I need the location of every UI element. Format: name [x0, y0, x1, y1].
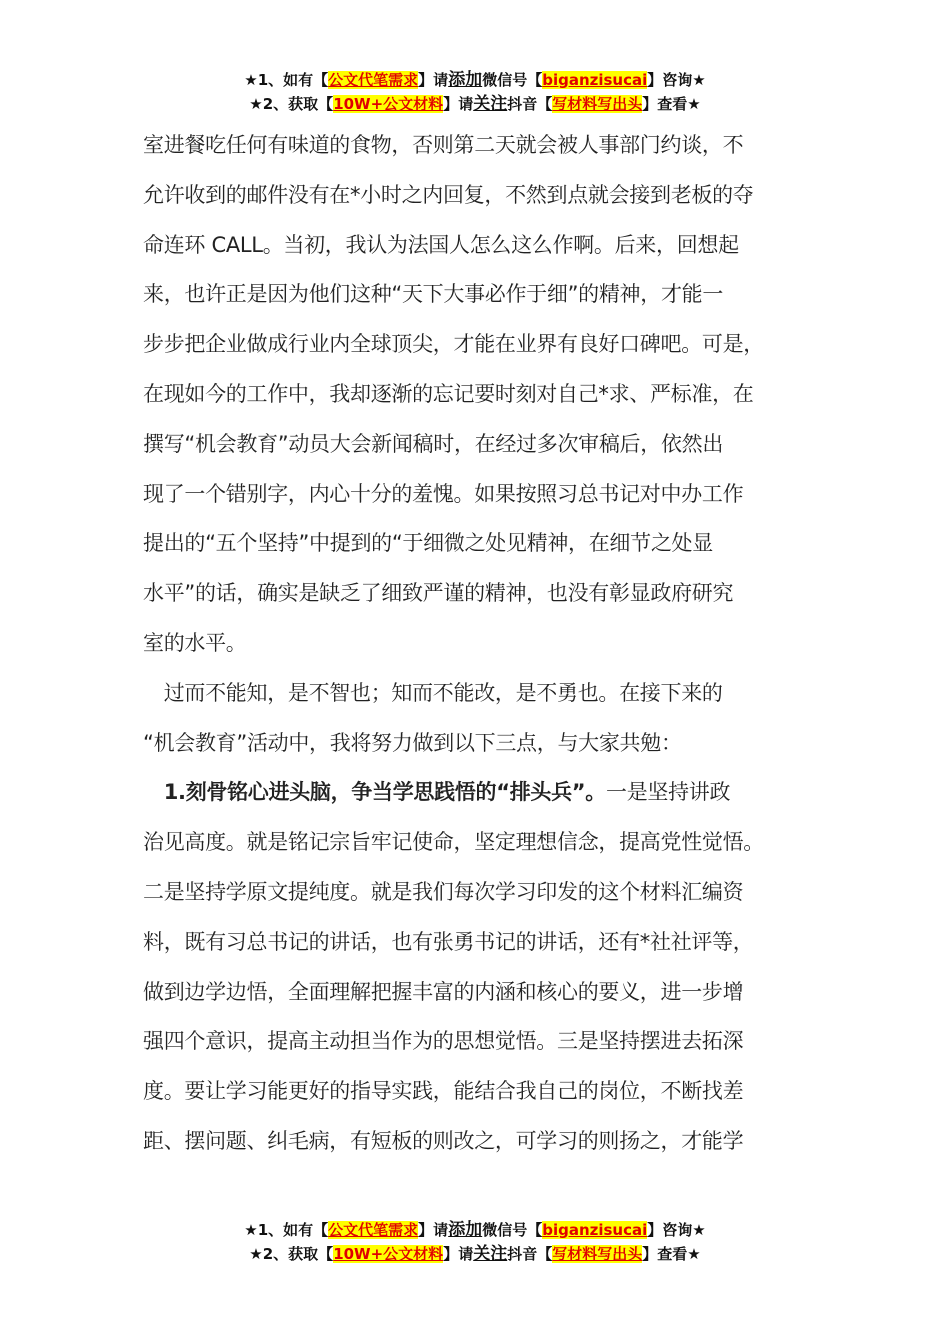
text-line: 度。要让学习能更好的指导实践，能结合我自己的岗位，不断找差	[143, 1079, 744, 1104]
text-line: 距、摆问题、纠毛病，有短板的则改之，可学习的则扬之，才能学	[143, 1128, 744, 1153]
banner-line-2	[0, 92, 950, 116]
banner-line-1	[0, 68, 950, 92]
heading-line	[143, 770, 823, 820]
underlined: 添加	[448, 1220, 483, 1240]
t: 抖音【	[507, 95, 553, 113]
highlight: 公文代笔需求	[328, 71, 419, 89]
highlight: biganzisucai	[542, 71, 648, 89]
text-line: 二是坚持学原文提纯度。就是我们每次学习印发的这个材料汇编资	[143, 879, 744, 904]
underlined: 关注	[473, 94, 508, 114]
t: 微信号【	[482, 1221, 543, 1239]
t: 】请	[418, 1221, 449, 1239]
text: 一是坚持讲政	[606, 780, 731, 805]
text-line: 料，既有习总书记的讲话，也有张勇书记的讲话，还有*社社评等，	[143, 929, 754, 954]
highlight: 10W+公文材料	[333, 1245, 444, 1263]
banner-line-1	[0, 1218, 950, 1242]
text-line: 命连环 CALL。当初，我认为法国人怎么这么作啊。后来，回想起	[143, 232, 739, 257]
footer-banner	[0, 1218, 950, 1266]
underlined: 添加	[448, 70, 483, 90]
body-text	[143, 123, 823, 1169]
text-line: 撰写“机会教育”动员大会新闻稿时，在经过多次审稿后，依然出	[143, 431, 724, 456]
text-line: 来，也许正是因为他们这种“天下大事必作于细”的精神，才能一	[143, 282, 724, 307]
header-banner	[0, 68, 950, 116]
t: ★2、获取【	[249, 95, 334, 113]
text-line: 在现如今的工作中，我却逐渐的忘记要时刻对自己*求、严标准，在	[143, 381, 754, 406]
underlined: 关注	[473, 1244, 508, 1264]
t: ★1、如有【	[244, 1221, 329, 1239]
t: ★1、如有【	[244, 71, 329, 89]
t: 】请	[443, 95, 474, 113]
t: 】请	[443, 1245, 474, 1263]
text-line: 过而不能知，是不智也；知而不能改，是不勇也。在接下来的	[143, 680, 723, 705]
text-line: 做到边学边悟，全面理解把握丰富的内涵和核心的要义，进一步增	[143, 979, 744, 1004]
t: 】查看★	[642, 1245, 701, 1263]
text-line: 水平”的话，确实是缺乏了细致严谨的精神，也没有彰显政府研究	[143, 581, 734, 606]
text-line: 现了一个错别字，内心十分的羞愧。如果按照习总书记对中办工作	[143, 481, 744, 506]
t: 】查看★	[642, 95, 701, 113]
highlight: biganzisucai	[542, 1221, 648, 1239]
highlight: 公文代笔需求	[328, 1221, 419, 1239]
text-line: 室的水平。	[143, 630, 247, 655]
t: 抖音【	[507, 1245, 553, 1263]
text-line: “机会教育”活动中，我将努力做到以下三点，与大家共勉：	[143, 730, 682, 755]
text-line: 提出的“五个坚持”中提到的“于细微之处见精神，在细节之处显	[143, 531, 713, 556]
highlight: 写材料写出头	[552, 95, 643, 113]
highlight: 写材料写出头	[552, 1245, 643, 1263]
highlight: 10W+公文材料	[333, 95, 444, 113]
t: ★2、获取【	[249, 1245, 334, 1263]
t: 】请	[418, 71, 449, 89]
t: 】咨询★	[647, 71, 706, 89]
banner-line-2	[0, 1242, 950, 1266]
text-line: 强四个意识，提高主动担当作为的思想觉悟。三是坚持摆进去拓深	[143, 1029, 744, 1054]
text-line: 治见高度。就是铭记宗旨牢记使命，坚定理想信念，提高党性觉悟。	[143, 830, 764, 855]
text-line: 步步把企业做成行业内全球顶尖，才能在业界有良好口碑吧。可是，	[143, 332, 764, 357]
section-heading: 1.刻骨铭心进头脑，争当学思践悟的“排头兵”。	[143, 780, 606, 805]
text-line: 允许收到的邮件没有在*小时之内回复，不然到点就会接到老板的夺	[143, 182, 754, 207]
t: 微信号【	[482, 71, 543, 89]
text-line: 室进餐吃任何有味道的食物，否则第二天就会被人事部门约谈，不	[143, 133, 744, 157]
t: 】咨询★	[647, 1221, 706, 1239]
